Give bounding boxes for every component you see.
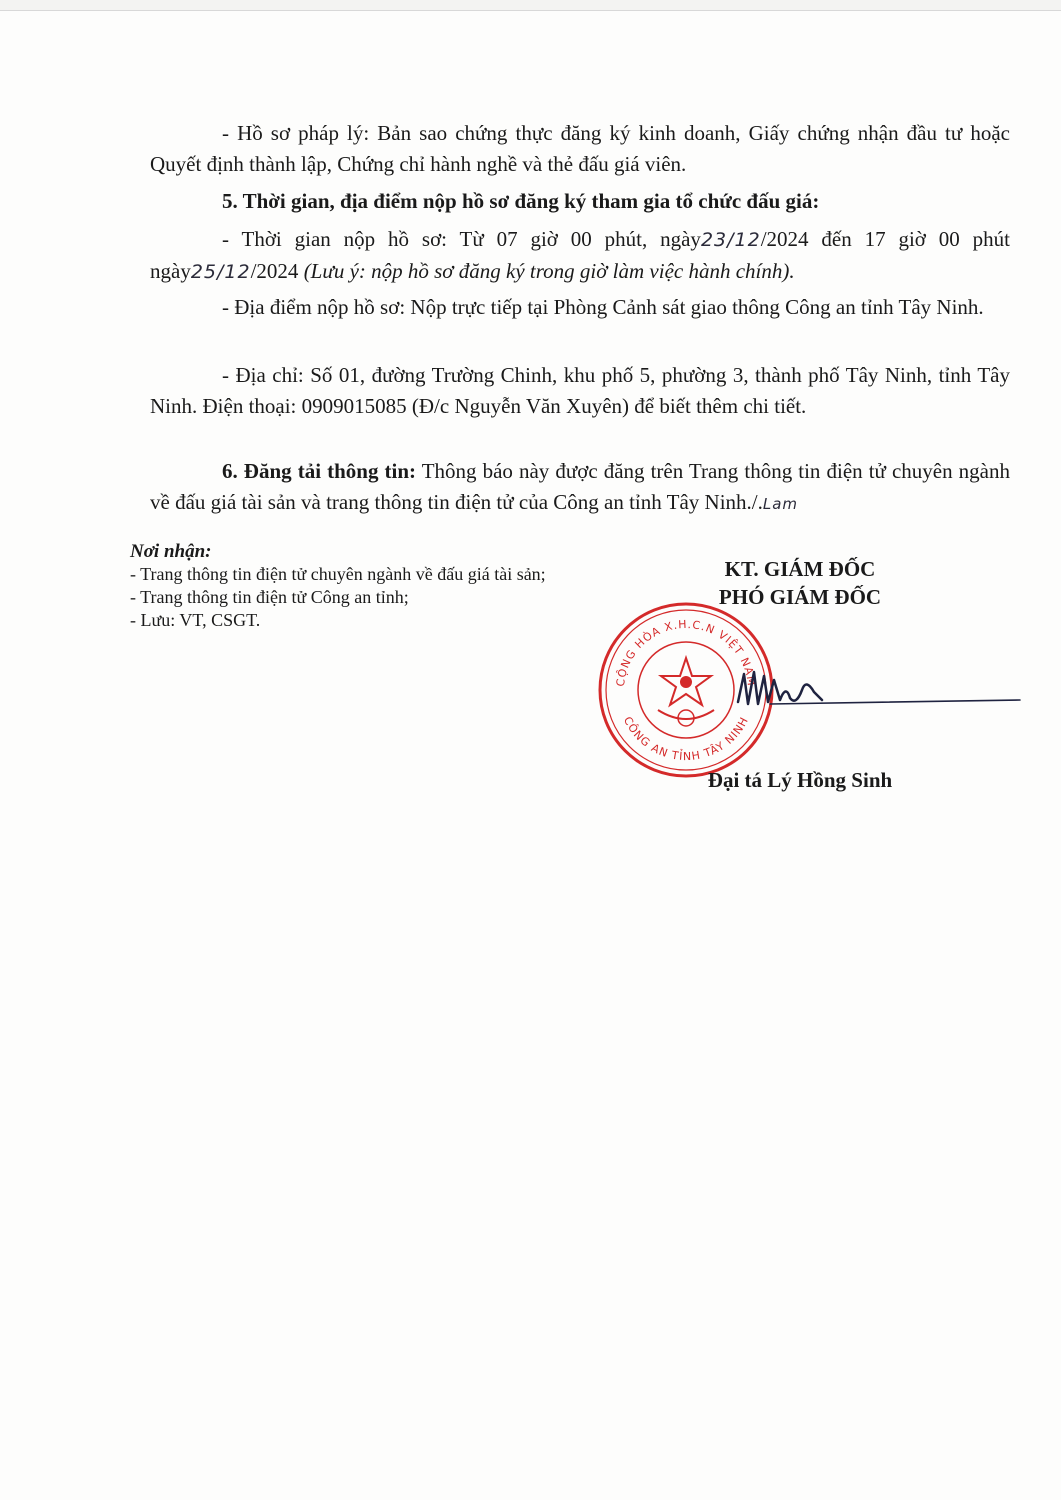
recipient-item: - Trang thông tin điện tử chuyên ngành về đấu giá tài sản; xyxy=(130,564,546,584)
section5-heading: 5. Thời gian, địa điểm nộp hồ sơ đăng ký tham gia tổ chức đấu giá: xyxy=(222,189,820,213)
seal-bottom-text: CÔNG AN TỈNH TÂY NINH xyxy=(620,714,752,764)
recipients-block xyxy=(130,540,570,632)
recipient-item: - Trang thông tin điện tử Công an tỉnh; xyxy=(130,587,409,607)
handwritten-date-end: 25/12 xyxy=(190,261,251,283)
legal-docs-paragraph: - Hồ sơ pháp lý: Bản sao chứng thực đăng ký kinh doanh, Giấy chứng nhận đầu tư hoặc Quyết định thành lập, Chứng chỉ hành nghề và thẻ đấu giá viên. xyxy=(150,121,1010,176)
time-note: (Lưu ý: nộp hồ sơ đăng ký trong giờ làm việc hành chính). xyxy=(303,259,795,283)
section6-text: Thông báo này được đăng trên Trang thông tin điện tử chuyên ngành về đấu giá tài sản và trang thông tin điện tử của Công an tỉnh Tây Ninh./. xyxy=(150,459,1010,514)
signer-name: Đại tá Lý Hồng Sinh xyxy=(707,768,893,792)
section5-address-paragraph: - Địa chỉ: Số 01, đường Trường Chinh, khu phố 5, phường 3, thành phố Tây Ninh, tỉnh Tây Ninh. Điện thoại: 0909015085 (Đ/c Nguyễn Văn Xuyên) để biết thêm chi tiết. xyxy=(150,363,1010,418)
seal-top-text: CỘNG HÒA X.H.C.N VIỆT NAM xyxy=(613,617,759,688)
section5-place-paragraph: - Địa điểm nộp hồ sơ: Nộp trực tiếp tại Phòng Cảnh sát giao thông Công an tỉnh Tây Ninh. xyxy=(222,295,984,319)
recipient-item: - Lưu: VT, CSGT. xyxy=(130,610,261,630)
signer-title-line2: PHÓ GIÁM ĐỐC xyxy=(718,585,882,609)
time-text-b: /2024 đến 17 giờ 00 phút ngày xyxy=(150,227,1010,283)
handwritten-initials: Lam xyxy=(762,495,799,513)
recipients-title: Nơi nhận: xyxy=(130,541,212,562)
section6-heading: 6. Đăng tải thông tin: xyxy=(222,459,417,483)
time-text-c: /2024 xyxy=(250,259,304,283)
section5-time-paragraph xyxy=(150,224,1010,288)
signer-title-line1: KT. GIÁM ĐỐC xyxy=(724,557,876,581)
section6-paragraph xyxy=(150,456,1010,520)
time-text-a: - Thời gian nộp hồ sơ: Từ 07 giờ 00 phút, ngày xyxy=(222,227,701,251)
handwritten-signature xyxy=(730,660,1030,720)
page-top-edge xyxy=(0,0,1061,11)
handwritten-date-start: 23/12 xyxy=(700,229,761,251)
